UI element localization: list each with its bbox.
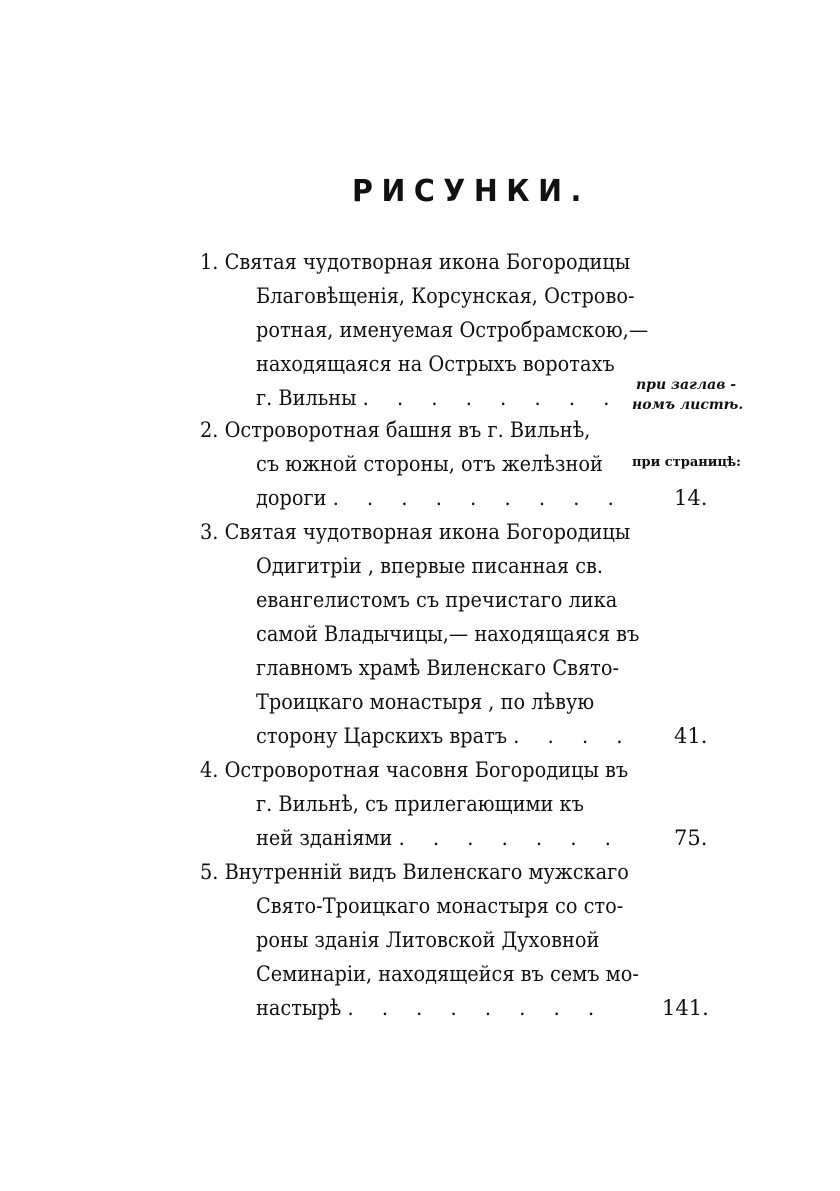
- entry-3-line-2: Одигитріи , впервые писанная св.: [256, 554, 604, 578]
- entry-1-line-4: находящаяся на Острыхъ воротахъ: [256, 352, 615, 376]
- entry-2-line-2: съ южной стороны, отъ желѣзной: [256, 452, 603, 476]
- entry-4-line-1: 4. Островоротная часовня Богородицы въ: [200, 758, 629, 782]
- entry-5-line-1: 5. Внутренній видъ Виленскаго мужскаго: [200, 860, 629, 884]
- entry-3-line-6: Троицкаго монастыря , по лѣвую: [256, 690, 595, 714]
- entry-3-page-number: 41.: [674, 724, 708, 748]
- entry-3-line-4: самой Владычицы,— находящаяся въ: [256, 622, 640, 646]
- entry-1-leader-dots: . . . . . . . .: [362, 386, 621, 410]
- entry-3-line-7: сторону Царскихъ вратъ . . . .: [256, 724, 634, 748]
- entry-4-line-2: г. Вильнѣ, съ прилегающими къ: [256, 792, 584, 816]
- entry-4-leader-dots: . . . . . . .: [398, 826, 622, 850]
- page-title: РИСУНКИ.: [352, 174, 590, 209]
- entry-5-line-4: Семинаріи, находящейся въ семъ мо-: [256, 962, 639, 986]
- entry-4-page-number: 75.: [674, 826, 708, 850]
- entry-1-line-1: 1. Святая чудотворная икона Богородицы: [200, 250, 631, 274]
- entry-1-number: 1.: [200, 250, 219, 274]
- entry-2-leader-dots: . . . . . . . . .: [332, 486, 625, 510]
- entry-5-page-number: 141.: [662, 996, 709, 1020]
- entry-5-number: 5.: [200, 860, 219, 884]
- entry-3-line-1: 3. Святая чудотворная икона Богородицы: [200, 520, 631, 544]
- entry-5-line-5: настырѣ . . . . . . . .: [256, 996, 606, 1020]
- entry-3-number: 3.: [200, 520, 219, 544]
- entry-1-line-2: Благовѣщенія, Корсунская, Острово-: [256, 284, 635, 308]
- entry-1-line-5: г. Вильны . . . . . . . .: [256, 386, 621, 410]
- entry-4-line-3: ней зданіями . . . . . . .: [256, 826, 622, 850]
- entry-2-line-1: 2. Островоротная башня въ г. Вильнѣ,: [200, 418, 591, 442]
- entry-3-leader-dots: . . . .: [513, 724, 634, 748]
- entry-5-line-3: роны зданія Литовской Духовной: [256, 928, 600, 952]
- entry-1-line-3: ротная, именуемая Остробрамскою,—: [256, 318, 649, 342]
- entry-3-line-5: главномъ храмѣ Виленскаго Свято-: [256, 656, 620, 680]
- entry-3-line-3: евангелистомъ съ пречистаго лика: [256, 588, 618, 612]
- entry-2-page-number: 14.: [674, 486, 708, 510]
- entry-5-leader-dots: . . . . . . . .: [347, 996, 606, 1020]
- entry-2-location-note: при страницѣ:: [632, 455, 741, 470]
- entry-5-line-2: Свято-Троицкаго монастыря со сто-: [256, 894, 624, 918]
- entry-1-location-note-1: при заглав -: [636, 377, 737, 393]
- entry-2-line-3: дороги . . . . . . . . .: [256, 486, 625, 510]
- entry-2-number: 2.: [200, 418, 219, 442]
- entry-1-location-note-2: номъ листѣ.: [632, 397, 744, 413]
- entry-4-number: 4.: [200, 758, 219, 782]
